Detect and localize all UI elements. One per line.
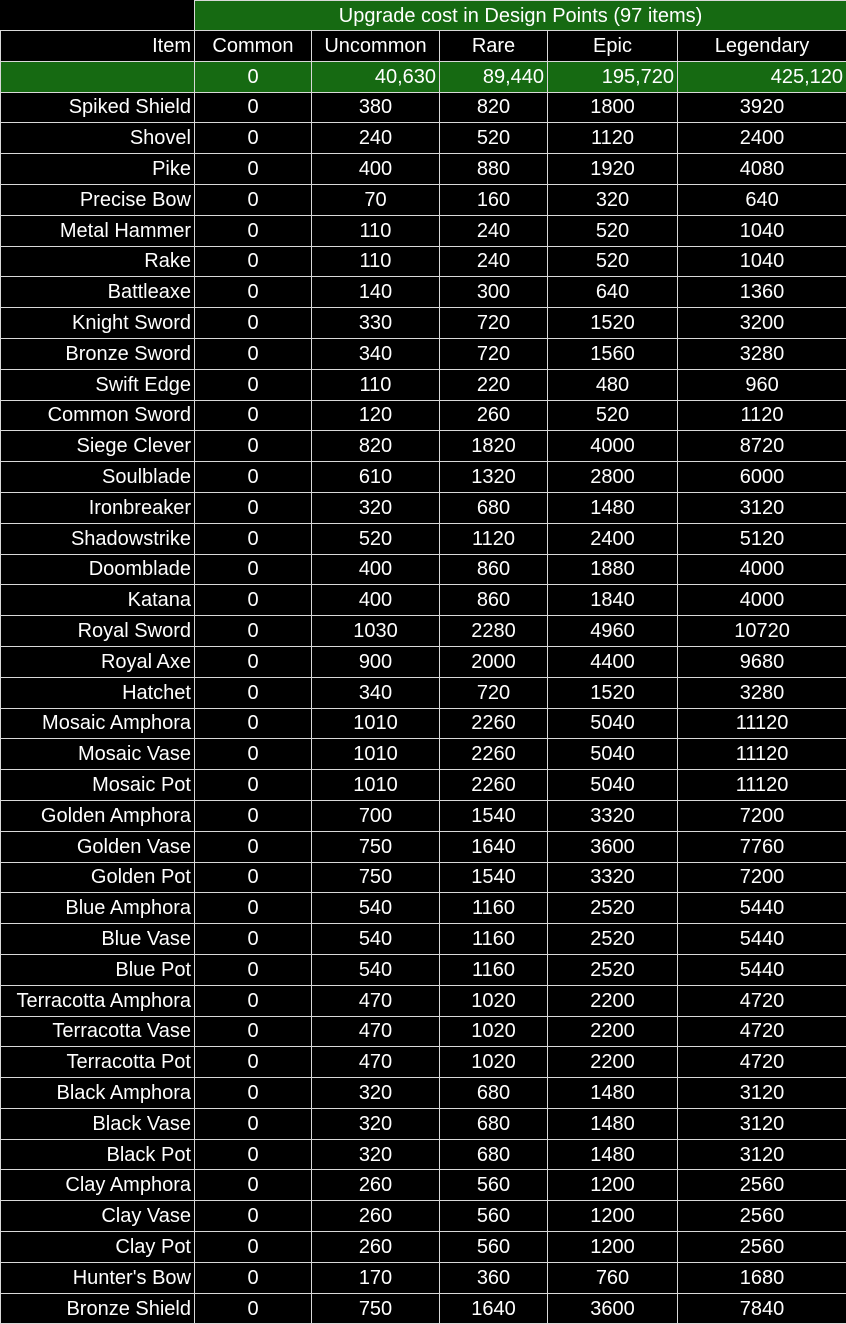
cell-legendary[interactable]: 8720 <box>678 431 846 462</box>
cell-item[interactable]: Royal Axe <box>1 646 195 677</box>
cell-uncommon[interactable]: 1010 <box>312 739 440 770</box>
table-row <box>1 1016 846 1047</box>
table-title[interactable]: Upgrade cost in Design Points (97 items) <box>195 1 846 31</box>
table-row <box>1 400 846 431</box>
cell-common[interactable]: 0 <box>195 646 312 677</box>
cell-uncommon[interactable]: 400 <box>312 554 440 585</box>
cell-epic[interactable]: 5040 <box>548 770 678 801</box>
cell-rare[interactable]: 1820 <box>440 431 548 462</box>
cell-uncommon[interactable]: 700 <box>312 800 440 831</box>
cell-epic[interactable]: 2200 <box>548 1016 678 1047</box>
table-row <box>1 739 846 770</box>
table-row <box>1 1170 846 1201</box>
cell-uncommon[interactable]: 330 <box>312 308 440 339</box>
cell-epic[interactable]: 3600 <box>548 1293 678 1324</box>
cell-item[interactable]: Ironbreaker <box>1 492 195 523</box>
cell-rare[interactable]: 560 <box>440 1232 548 1263</box>
cell-item[interactable]: Black Vase <box>1 1108 195 1139</box>
cell-uncommon[interactable]: 400 <box>312 585 440 616</box>
cell-legendary[interactable]: 11120 <box>678 739 846 770</box>
cell-item[interactable]: Bronze Sword <box>1 338 195 369</box>
table-row <box>1 677 846 708</box>
cell-rare[interactable]: 1160 <box>440 954 548 985</box>
cell-item[interactable]: Royal Sword <box>1 616 195 647</box>
cell-common[interactable]: 0 <box>195 985 312 1016</box>
cell-legendary[interactable]: 3200 <box>678 308 846 339</box>
cell-item[interactable]: Blue Pot <box>1 954 195 985</box>
cell-common[interactable]: 0 <box>195 308 312 339</box>
cell-item[interactable]: Hatchet <box>1 677 195 708</box>
table-row <box>1 1139 846 1170</box>
table-row <box>1 1201 846 1232</box>
cell-rare[interactable]: 680 <box>440 1078 548 1109</box>
cell-common[interactable]: 0 <box>195 431 312 462</box>
cell-legendary[interactable]: 640 <box>678 184 846 215</box>
cell-item[interactable]: Black Pot <box>1 1139 195 1170</box>
item-rows <box>1 92 846 1324</box>
cell-rare[interactable]: 680 <box>440 1108 548 1139</box>
cell-uncommon[interactable]: 110 <box>312 369 440 400</box>
cell-uncommon[interactable]: 750 <box>312 1293 440 1324</box>
cell-item[interactable]: Terracotta Amphora <box>1 985 195 1016</box>
cell-rare[interactable]: 680 <box>440 1139 548 1170</box>
cell-uncommon[interactable]: 750 <box>312 831 440 862</box>
cell-uncommon[interactable]: 110 <box>312 215 440 246</box>
cell-item[interactable]: Siege Clever <box>1 431 195 462</box>
cell-common[interactable]: 0 <box>195 492 312 523</box>
cell-rare[interactable]: 2260 <box>440 708 548 739</box>
cell-uncommon[interactable]: 110 <box>312 246 440 277</box>
cell-common[interactable]: 0 <box>195 369 312 400</box>
cell-legendary[interactable]: 3280 <box>678 677 846 708</box>
cell-uncommon[interactable]: 1010 <box>312 708 440 739</box>
cell-uncommon[interactable]: 470 <box>312 1016 440 1047</box>
cell-item[interactable]: Precise Bow <box>1 184 195 215</box>
cell-uncommon[interactable]: 750 <box>312 862 440 893</box>
table-row <box>1 462 846 493</box>
cell-rare[interactable]: 720 <box>440 308 548 339</box>
cell-legendary[interactable]: 1680 <box>678 1262 846 1293</box>
cell-uncommon[interactable]: 260 <box>312 1201 440 1232</box>
cell-epic[interactable]: 1520 <box>548 677 678 708</box>
table-row <box>1 308 846 339</box>
table-row <box>1 277 846 308</box>
cell-epic[interactable]: 1200 <box>548 1201 678 1232</box>
total-legendary[interactable]: 425,120 <box>678 61 846 92</box>
cell-rare[interactable]: 2000 <box>440 646 548 677</box>
cell-uncommon[interactable]: 170 <box>312 1262 440 1293</box>
cell-rare[interactable]: 720 <box>440 677 548 708</box>
cell-common[interactable]: 0 <box>195 154 312 185</box>
table-row <box>1 92 846 123</box>
cell-uncommon[interactable]: 340 <box>312 338 440 369</box>
table-row <box>1 338 846 369</box>
cell-common[interactable]: 0 <box>195 862 312 893</box>
cell-common[interactable]: 0 <box>195 770 312 801</box>
cell-epic[interactable]: 1480 <box>548 1108 678 1139</box>
cell-rare[interactable]: 1320 <box>440 462 548 493</box>
cell-rare[interactable]: 1120 <box>440 523 548 554</box>
table-row <box>1 1047 846 1078</box>
cell-legendary[interactable]: 4000 <box>678 554 846 585</box>
cell-item[interactable]: Hunter's Bow <box>1 1262 195 1293</box>
table-row <box>1 616 846 647</box>
cell-item[interactable]: Doomblade <box>1 554 195 585</box>
table-row <box>1 184 846 215</box>
table-row <box>1 431 846 462</box>
cell-item[interactable]: Common Sword <box>1 400 195 431</box>
cell-uncommon[interactable]: 900 <box>312 646 440 677</box>
cell-uncommon[interactable]: 540 <box>312 924 440 955</box>
table-row <box>1 1078 846 1109</box>
cell-rare[interactable]: 1160 <box>440 893 548 924</box>
cell-legendary[interactable]: 3120 <box>678 1078 846 1109</box>
cell-item[interactable]: Golden Vase <box>1 831 195 862</box>
cell-rare[interactable]: 520 <box>440 123 548 154</box>
cell-item[interactable]: Blue Amphora <box>1 893 195 924</box>
cell-legendary[interactable]: 3120 <box>678 1139 846 1170</box>
table-row <box>1 492 846 523</box>
cell-uncommon[interactable]: 540 <box>312 954 440 985</box>
cell-rare[interactable]: 1020 <box>440 1016 548 1047</box>
cell-epic[interactable]: 520 <box>548 215 678 246</box>
cell-common[interactable]: 0 <box>195 800 312 831</box>
cell-item[interactable]: Clay Amphora <box>1 1170 195 1201</box>
cell-rare[interactable]: 2260 <box>440 739 548 770</box>
cell-common[interactable]: 0 <box>195 184 312 215</box>
cell-rare[interactable]: 220 <box>440 369 548 400</box>
table-row <box>1 800 846 831</box>
cell-legendary[interactable]: 5120 <box>678 523 846 554</box>
cell-rare[interactable]: 720 <box>440 338 548 369</box>
table-row <box>1 893 846 924</box>
cell-uncommon[interactable]: 260 <box>312 1170 440 1201</box>
cell-legendary[interactable]: 4000 <box>678 585 846 616</box>
cell-epic[interactable]: 2520 <box>548 893 678 924</box>
cell-epic[interactable]: 1200 <box>548 1170 678 1201</box>
cell-epic[interactable]: 1800 <box>548 92 678 123</box>
cell-legendary[interactable]: 5440 <box>678 954 846 985</box>
cell-common[interactable]: 0 <box>195 1170 312 1201</box>
cell-legendary[interactable]: 11120 <box>678 770 846 801</box>
cell-legendary[interactable]: 1360 <box>678 277 846 308</box>
table-row <box>1 1262 846 1293</box>
cell-uncommon[interactable]: 340 <box>312 677 440 708</box>
cell-common[interactable]: 0 <box>195 924 312 955</box>
cell-legendary[interactable]: 7760 <box>678 831 846 862</box>
table-row <box>1 1232 846 1263</box>
cell-item[interactable]: Bronze Shield <box>1 1293 195 1324</box>
cell-uncommon[interactable]: 470 <box>312 985 440 1016</box>
cell-common[interactable]: 0 <box>195 1016 312 1047</box>
cell-common[interactable]: 0 <box>195 616 312 647</box>
cell-epic[interactable]: 2800 <box>548 462 678 493</box>
cell-uncommon[interactable]: 240 <box>312 123 440 154</box>
cell-common[interactable]: 0 <box>195 1139 312 1170</box>
cell-epic[interactable]: 5040 <box>548 739 678 770</box>
empty-corner-cell[interactable] <box>1 1 195 31</box>
cell-epic[interactable]: 3320 <box>548 800 678 831</box>
cell-common[interactable]: 0 <box>195 954 312 985</box>
cell-uncommon[interactable]: 320 <box>312 1108 440 1139</box>
table-row <box>1 924 846 955</box>
cell-item[interactable]: Golden Pot <box>1 862 195 893</box>
cell-epic[interactable]: 2200 <box>548 1047 678 1078</box>
cell-item[interactable]: Spiked Shield <box>1 92 195 123</box>
cell-legendary[interactable]: 1120 <box>678 400 846 431</box>
cell-legendary[interactable]: 4720 <box>678 985 846 1016</box>
cell-legendary[interactable]: 11120 <box>678 708 846 739</box>
table-row <box>1 985 846 1016</box>
cell-rare[interactable]: 820 <box>440 92 548 123</box>
cell-rare[interactable]: 160 <box>440 184 548 215</box>
cell-common[interactable]: 0 <box>195 1078 312 1109</box>
cell-rare[interactable]: 2260 <box>440 770 548 801</box>
cell-epic[interactable]: 760 <box>548 1262 678 1293</box>
cell-uncommon[interactable]: 140 <box>312 277 440 308</box>
cell-legendary[interactable]: 1040 <box>678 246 846 277</box>
cell-rare[interactable]: 1020 <box>440 985 548 1016</box>
cell-epic[interactable]: 4960 <box>548 616 678 647</box>
cell-common[interactable]: 0 <box>195 554 312 585</box>
cell-rare[interactable]: 2280 <box>440 616 548 647</box>
cell-legendary[interactable]: 7200 <box>678 800 846 831</box>
cell-item[interactable]: Swift Edge <box>1 369 195 400</box>
total-rare[interactable]: 89,440 <box>440 61 548 92</box>
cell-epic[interactable]: 1480 <box>548 492 678 523</box>
header-epic[interactable]: Epic <box>548 31 678 62</box>
cell-legendary[interactable]: 3120 <box>678 492 846 523</box>
table-row <box>1 831 846 862</box>
cell-item[interactable]: Battleaxe <box>1 277 195 308</box>
table-row <box>1 369 846 400</box>
cell-item[interactable]: Black Amphora <box>1 1078 195 1109</box>
cell-legendary[interactable]: 5440 <box>678 924 846 955</box>
cell-common[interactable]: 0 <box>195 338 312 369</box>
cell-common[interactable]: 0 <box>195 215 312 246</box>
cell-rare[interactable]: 1540 <box>440 800 548 831</box>
table-row <box>1 1108 846 1139</box>
cell-legendary[interactable]: 2400 <box>678 123 846 154</box>
cell-rare[interactable]: 1540 <box>440 862 548 893</box>
cell-item[interactable]: Mosaic Pot <box>1 770 195 801</box>
cell-rare[interactable]: 300 <box>440 277 548 308</box>
cell-common[interactable]: 0 <box>195 523 312 554</box>
cell-uncommon[interactable]: 70 <box>312 184 440 215</box>
totals-label-cell[interactable] <box>1 61 195 92</box>
cell-uncommon[interactable]: 1010 <box>312 770 440 801</box>
cell-rare[interactable]: 680 <box>440 492 548 523</box>
cell-epic[interactable]: 1480 <box>548 1078 678 1109</box>
cell-item[interactable]: Shadowstrike <box>1 523 195 554</box>
cell-epic[interactable]: 3320 <box>548 862 678 893</box>
cell-uncommon[interactable]: 540 <box>312 893 440 924</box>
cell-epic[interactable]: 2200 <box>548 985 678 1016</box>
total-epic[interactable]: 195,720 <box>548 61 678 92</box>
table-row <box>1 1293 846 1324</box>
cell-uncommon[interactable]: 320 <box>312 492 440 523</box>
table-row <box>1 215 846 246</box>
cell-rare[interactable]: 1640 <box>440 1293 548 1324</box>
table-row <box>1 646 846 677</box>
cell-rare[interactable]: 1160 <box>440 924 548 955</box>
cell-rare[interactable]: 260 <box>440 400 548 431</box>
cell-rare[interactable]: 860 <box>440 585 548 616</box>
table-row <box>1 862 846 893</box>
cell-legendary[interactable]: 9680 <box>678 646 846 677</box>
cell-epic[interactable]: 2520 <box>548 924 678 955</box>
cell-epic[interactable]: 520 <box>548 246 678 277</box>
cell-legendary[interactable]: 6000 <box>678 462 846 493</box>
cell-item[interactable]: Soulblade <box>1 462 195 493</box>
cell-item[interactable]: Mosaic Amphora <box>1 708 195 739</box>
cell-rare[interactable]: 860 <box>440 554 548 585</box>
cell-epic[interactable]: 1920 <box>548 154 678 185</box>
cell-item[interactable]: Knight Sword <box>1 308 195 339</box>
cell-legendary[interactable]: 3920 <box>678 92 846 123</box>
cell-epic[interactable]: 1520 <box>548 308 678 339</box>
cell-rare[interactable]: 360 <box>440 1262 548 1293</box>
cell-epic[interactable]: 1880 <box>548 554 678 585</box>
cell-epic[interactable]: 4000 <box>548 431 678 462</box>
cell-legendary[interactable]: 960 <box>678 369 846 400</box>
cell-uncommon[interactable]: 610 <box>312 462 440 493</box>
cell-legendary[interactable]: 2560 <box>678 1170 846 1201</box>
cell-legendary[interactable]: 4080 <box>678 154 846 185</box>
cell-uncommon[interactable]: 400 <box>312 154 440 185</box>
cell-uncommon[interactable]: 320 <box>312 1139 440 1170</box>
cell-rare[interactable]: 240 <box>440 215 548 246</box>
cell-item[interactable]: Shovel <box>1 123 195 154</box>
table-row <box>1 123 846 154</box>
table-row <box>1 585 846 616</box>
cell-common[interactable]: 0 <box>195 123 312 154</box>
cell-legendary[interactable]: 10720 <box>678 616 846 647</box>
total-uncommon[interactable]: 40,630 <box>312 61 440 92</box>
cell-item[interactable]: Metal Hammer <box>1 215 195 246</box>
cell-uncommon[interactable]: 320 <box>312 1078 440 1109</box>
cell-item[interactable]: Blue Vase <box>1 924 195 955</box>
table-row <box>1 246 846 277</box>
cell-item[interactable]: Terracotta Vase <box>1 1016 195 1047</box>
cell-uncommon[interactable]: 470 <box>312 1047 440 1078</box>
cell-item[interactable]: Mosaic Vase <box>1 739 195 770</box>
cell-epic[interactable]: 3600 <box>548 831 678 862</box>
cell-epic[interactable]: 5040 <box>548 708 678 739</box>
cell-common[interactable]: 0 <box>195 893 312 924</box>
cell-rare[interactable]: 1020 <box>440 1047 548 1078</box>
cell-common[interactable]: 0 <box>195 1201 312 1232</box>
cell-common[interactable]: 0 <box>195 277 312 308</box>
cell-rare[interactable]: 880 <box>440 154 548 185</box>
cell-uncommon[interactable]: 120 <box>312 400 440 431</box>
table-row <box>1 770 846 801</box>
cell-epic[interactable]: 4400 <box>548 646 678 677</box>
cell-item[interactable]: Pike <box>1 154 195 185</box>
header-legendary[interactable]: Legendary <box>678 31 846 62</box>
cell-legendary[interactable]: 7840 <box>678 1293 846 1324</box>
cell-uncommon[interactable]: 820 <box>312 431 440 462</box>
title-row <box>1 1 846 31</box>
cell-item[interactable]: Clay Vase <box>1 1201 195 1232</box>
cell-epic[interactable]: 2400 <box>548 523 678 554</box>
cell-item[interactable]: Katana <box>1 585 195 616</box>
total-common[interactable]: 0 <box>195 61 312 92</box>
cell-common[interactable]: 0 <box>195 92 312 123</box>
cell-common[interactable]: 0 <box>195 1293 312 1324</box>
cell-epic[interactable]: 1480 <box>548 1139 678 1170</box>
header-item[interactable]: Item <box>1 31 195 62</box>
cell-common[interactable]: 0 <box>195 831 312 862</box>
table-row <box>1 708 846 739</box>
cell-legendary[interactable]: 5440 <box>678 893 846 924</box>
cell-epic[interactable]: 480 <box>548 369 678 400</box>
table-row <box>1 954 846 985</box>
cell-epic[interactable]: 1560 <box>548 338 678 369</box>
table-row <box>1 154 846 185</box>
cell-legendary[interactable]: 4720 <box>678 1016 846 1047</box>
header-uncommon[interactable]: Uncommon <box>312 31 440 62</box>
cell-item[interactable]: Rake <box>1 246 195 277</box>
cell-uncommon[interactable]: 520 <box>312 523 440 554</box>
table-row <box>1 523 846 554</box>
cell-common[interactable]: 0 <box>195 585 312 616</box>
cell-common[interactable]: 0 <box>195 400 312 431</box>
cell-legendary[interactable]: 3120 <box>678 1108 846 1139</box>
cell-rare[interactable]: 560 <box>440 1201 548 1232</box>
cell-common[interactable]: 0 <box>195 246 312 277</box>
cell-epic[interactable]: 520 <box>548 400 678 431</box>
cell-common[interactable]: 0 <box>195 1108 312 1139</box>
cell-legendary[interactable]: 4720 <box>678 1047 846 1078</box>
column-header-row <box>1 31 846 62</box>
cell-legendary[interactable]: 2560 <box>678 1201 846 1232</box>
cell-uncommon[interactable]: 260 <box>312 1232 440 1263</box>
cell-item[interactable]: Golden Amphora <box>1 800 195 831</box>
header-common[interactable]: Common <box>195 31 312 62</box>
cell-common[interactable]: 0 <box>195 1232 312 1263</box>
cell-common[interactable]: 0 <box>195 1047 312 1078</box>
cell-item[interactable]: Clay Pot <box>1 1232 195 1263</box>
cell-rare[interactable]: 240 <box>440 246 548 277</box>
totals-row <box>1 61 846 92</box>
header-rare[interactable]: Rare <box>440 31 548 62</box>
cell-item[interactable]: Terracotta Pot <box>1 1047 195 1078</box>
table-row <box>1 554 846 585</box>
cell-rare[interactable]: 1640 <box>440 831 548 862</box>
cell-common[interactable]: 0 <box>195 462 312 493</box>
cell-common[interactable]: 0 <box>195 1262 312 1293</box>
cell-epic[interactable]: 2520 <box>548 954 678 985</box>
cell-rare[interactable]: 560 <box>440 1170 548 1201</box>
cell-legendary[interactable]: 7200 <box>678 862 846 893</box>
cell-epic[interactable]: 640 <box>548 277 678 308</box>
cell-common[interactable]: 0 <box>195 708 312 739</box>
cell-common[interactable]: 0 <box>195 739 312 770</box>
cell-legendary[interactable]: 3280 <box>678 338 846 369</box>
cell-legendary[interactable]: 2560 <box>678 1232 846 1263</box>
cell-legendary[interactable]: 1040 <box>678 215 846 246</box>
cell-epic[interactable]: 1120 <box>548 123 678 154</box>
cell-uncommon[interactable]: 1030 <box>312 616 440 647</box>
cell-epic[interactable]: 320 <box>548 184 678 215</box>
cell-common[interactable]: 0 <box>195 677 312 708</box>
cell-uncommon[interactable]: 380 <box>312 92 440 123</box>
cell-epic[interactable]: 1840 <box>548 585 678 616</box>
cell-epic[interactable]: 1200 <box>548 1232 678 1263</box>
